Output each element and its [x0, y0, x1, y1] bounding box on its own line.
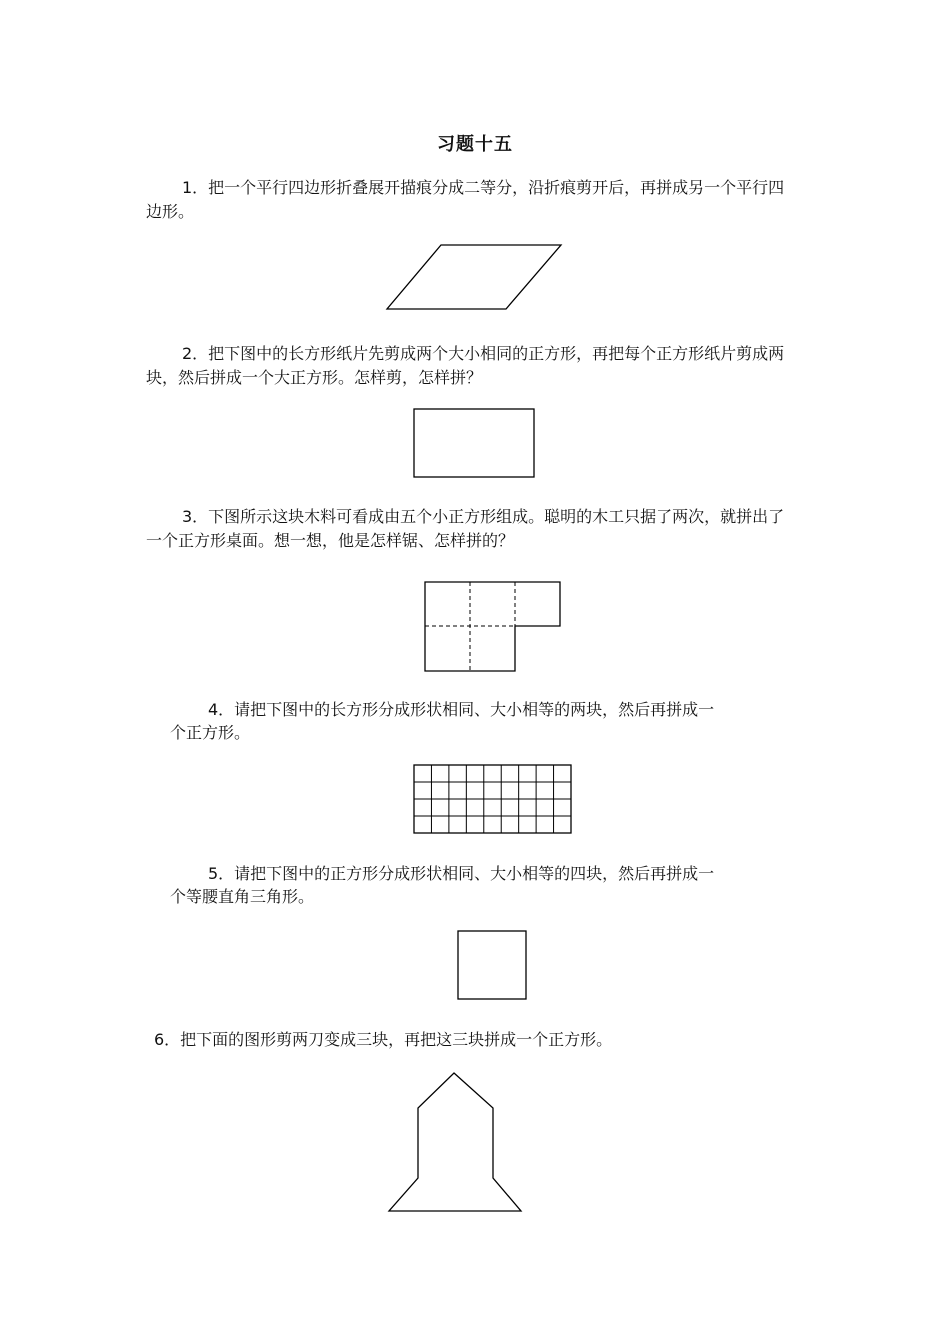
problem-5-line2: 个等腰直角三角形。: [170, 887, 315, 906]
square-figure: [457, 930, 527, 1000]
house-shape-figure: [388, 1072, 524, 1214]
rectangle-figure: [413, 408, 535, 478]
parallelogram-figure: [386, 244, 562, 310]
problem-6-text: 6．把下面的图形剪两刀变成三块，再把这三块拼成一个正方形。: [154, 1030, 613, 1049]
problem-4-line1: 4．请把下图中的长方形分成形状相同、大小相等的两块，然后再拼成一: [208, 700, 715, 719]
page-title: 习题十五: [437, 134, 513, 155]
problem-3-text: 3．下图所示这块木料可看成由五个小正方形组成。聪明的木工只据了两次，就拼出了一个正方形桌面。想一想，他是怎样锯、怎样拼的？: [146, 507, 785, 550]
problem-1-text: 1．把一个平行四边形折叠展开描痕分成二等分，沿折痕剪开后，再拼成另一个平行四边形。: [146, 178, 785, 221]
problem-4-line2: 个正方形。: [170, 723, 251, 742]
five-squares-figure: [424, 581, 562, 673]
problem-2-text: 2．把下图中的长方形纸片先剪成两个大小相同的正方形，再把每个正方形纸片剪成两块，然后拼成一个大正方形。怎样剪，怎样拼？: [146, 344, 785, 387]
grid-rectangle-figure: [413, 764, 573, 836]
problem-5-line1: 5．请把下图中的正方形分成形状相同、大小相等的四块，然后再拼成一: [208, 864, 715, 883]
